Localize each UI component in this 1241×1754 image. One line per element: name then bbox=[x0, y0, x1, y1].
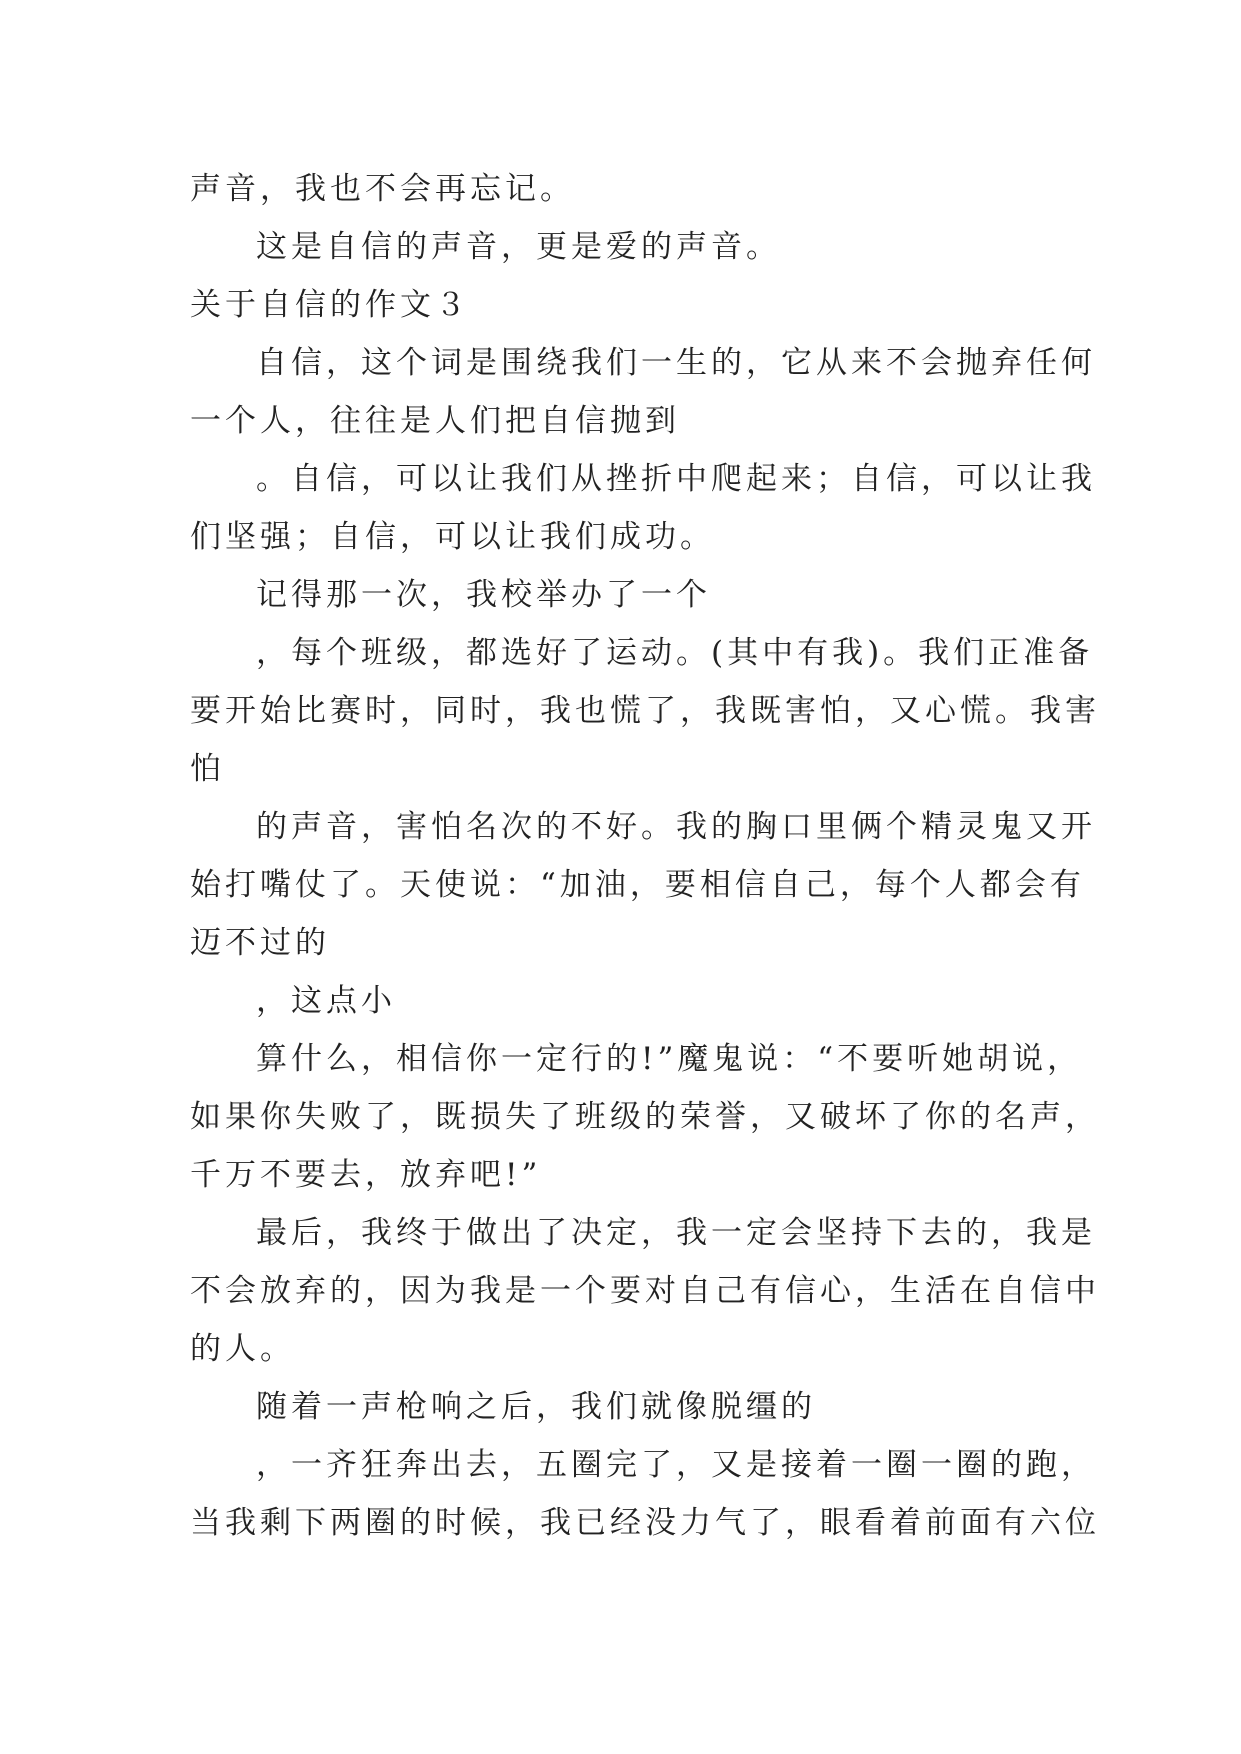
text-line: ，每个班级，都选好了运动。(其中有我)。我们正准备 bbox=[256, 635, 1094, 671]
text-line: 们坚强；自信，可以让我们成功。 bbox=[190, 519, 715, 555]
text-line: 随着一声枪响之后，我们就像脱缰的 bbox=[256, 1389, 816, 1425]
text-line: 记得那一次，我校举办了一个 bbox=[256, 577, 711, 613]
text-line: 迈不过的 bbox=[190, 925, 330, 961]
text-line: 自信，这个词是围绕我们一生的，它从来不会抛弃任何 bbox=[256, 345, 1096, 381]
text-line: 这是自信的声音，更是爱的声音。 bbox=[256, 229, 781, 265]
document-body bbox=[190, 160, 1100, 1552]
text-line: ，这点小 bbox=[256, 983, 396, 1019]
text-line: 要开始比赛时，同时，我也慌了，我既害怕，又心慌。我害 bbox=[190, 693, 1100, 729]
text-line: ，一齐狂奔出去，五圈完了，又是接着一圈一圈的跑， bbox=[256, 1447, 1096, 1483]
text-line: 的声音，害怕名次的不好。我的胸口里俩个精灵鬼又开 bbox=[256, 809, 1096, 845]
text-line: 不会放弃的，因为我是一个要对自己有信心，生活在自信中 bbox=[190, 1273, 1100, 1309]
text-line: 千万不要去，放弃吧!” bbox=[190, 1157, 542, 1193]
text-line: 始打嘴仗了。天使说：“加油，要相信自己，每个人都会有 bbox=[190, 867, 1085, 903]
text-line: 怕 bbox=[190, 751, 225, 787]
text-line: 一个人，往往是人们把自信抛到 bbox=[190, 403, 680, 439]
text-line: 的人。 bbox=[190, 1331, 295, 1367]
text-line: 算什么，相信你一定行的!”魔鬼说：“不要听她胡说， bbox=[256, 1041, 1083, 1077]
section-heading: 关于自信的作文３ bbox=[190, 287, 470, 323]
text-line: 当我剩下两圈的时候，我已经没力气了，眼看着前面有六位 bbox=[190, 1505, 1100, 1541]
text-line: 最后，我终于做出了决定，我一定会坚持下去的，我是 bbox=[256, 1215, 1096, 1251]
text-line: 如果你失败了，既损失了班级的荣誉，又破坏了你的名声， bbox=[190, 1099, 1100, 1135]
text-line: 。自信，可以让我们从挫折中爬起来；自信，可以让我 bbox=[256, 461, 1096, 497]
text-line: 声音，我也不会再忘记。 bbox=[190, 171, 575, 207]
